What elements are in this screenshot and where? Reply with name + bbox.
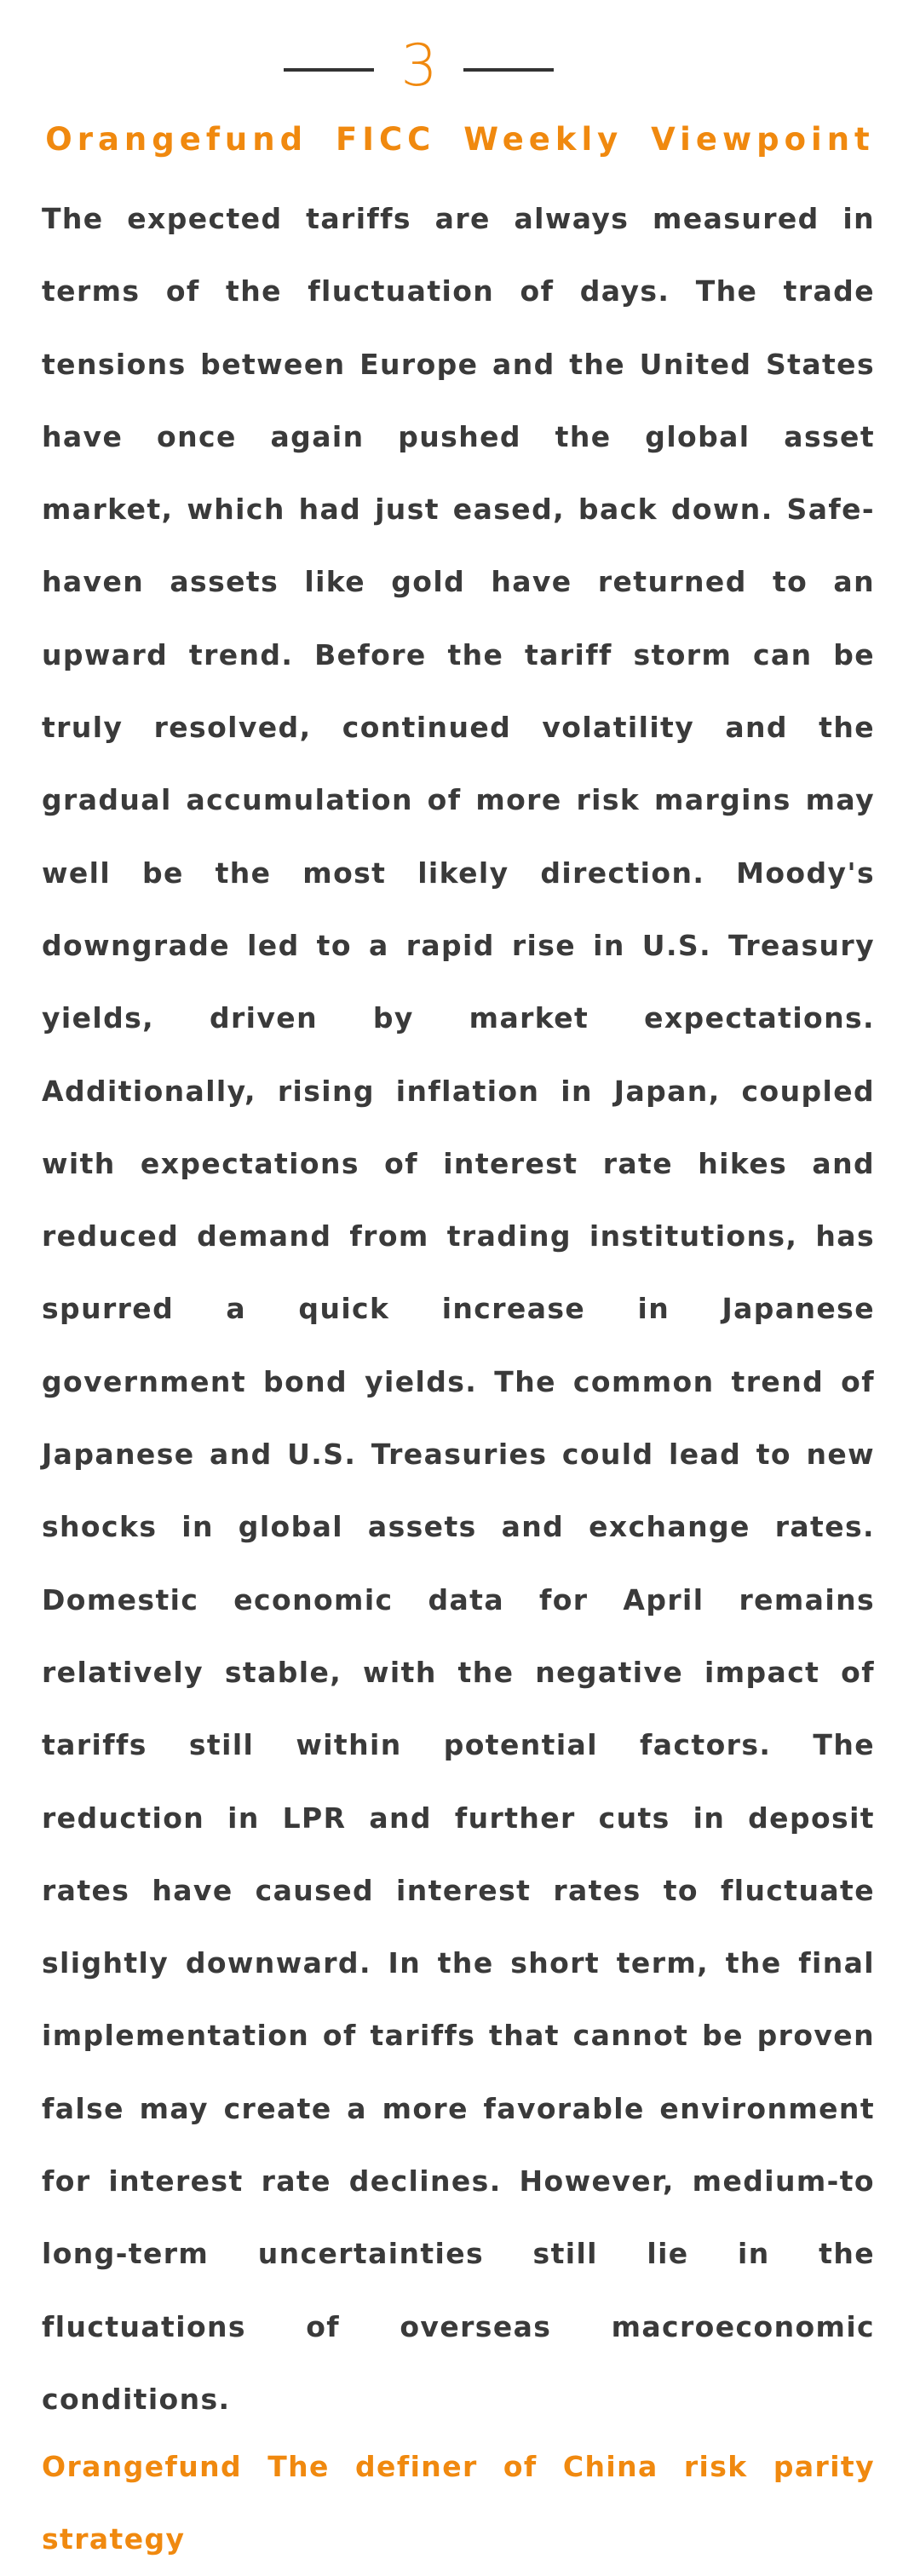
footer-tagline: Orangefund The definer of China risk parity strategy bbox=[42, 2450, 875, 2556]
section-header bbox=[0, 24, 920, 109]
section-number: 3 bbox=[400, 32, 438, 100]
page-title: Orangefund FICC Weekly Viewpoint bbox=[45, 121, 875, 158]
article-body: The expected tariffs are always measured in terms of the fluctuation of days. The trade tensions between Europe and the United States have once again pushed the global asset market, which had just eased, back down. Safe-haven assets like gold have returned to an upward trend. Before the tariff storm can be truly resolved, continued volatility and the gradual accumulation of more risk margins may well be the most likely direction. Moody's downgrade led to a rapid rise in U.S. Treasury yields, driven by market expectations. Additionally, rising inflation in Japan, coupled with expectations of interest rate hikes and reduced demand from trading institutions, has spurred a quick increase in Japanese government bond yields. The common trend of Japanese and U.S. Treasuries could lead to new shocks in global assets and exchange rates. Domestic economic data for April remains relatively stable, with the negative impact of tariffs still within potential factors. The reduction in LPR and further cuts in deposit rates have caused interest rates to fluctuate slightly downward. In the short term, the final implementation of tariffs that cannot be proven false may create a more favorable environment for interest rate declines. However, medium-to long-term uncertainties still lie in the fluctuations of overseas macroeconomic conditions. bbox=[42, 202, 875, 2416]
header-divider-left bbox=[284, 68, 374, 72]
header-divider-right bbox=[463, 68, 554, 72]
